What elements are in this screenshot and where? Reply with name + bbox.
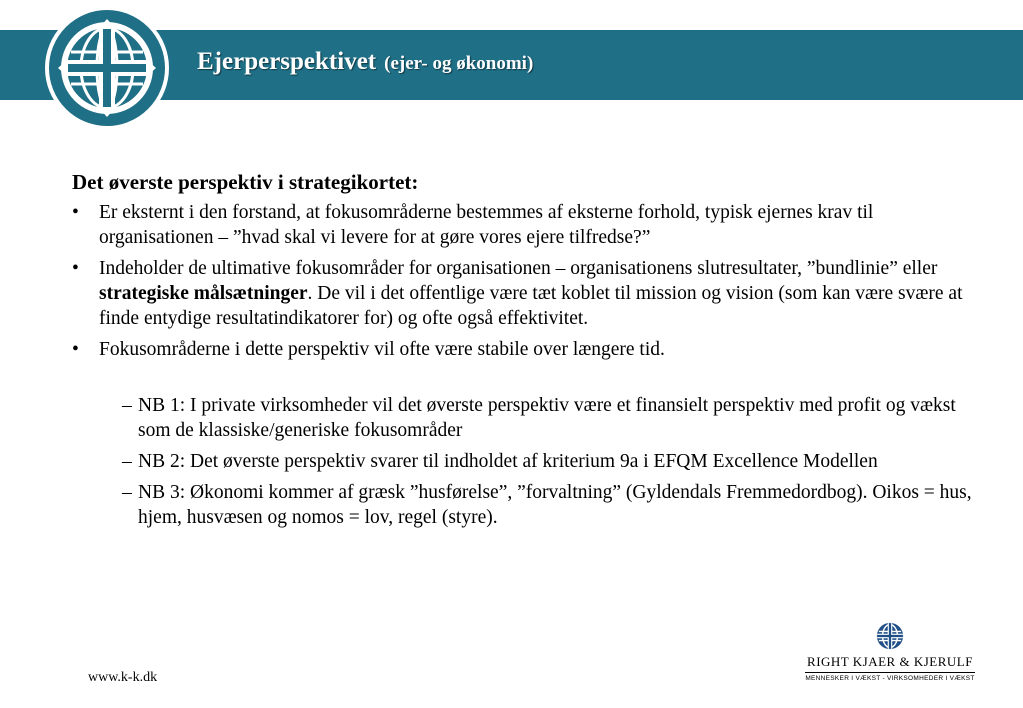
title-main: Ejerperspektivet	[197, 48, 377, 75]
notes-list	[72, 393, 992, 530]
bullet-text: Fokusområderne i dette perspektiv vil ofte være stabile over længere tid.	[99, 339, 665, 360]
bullet-mark: •	[72, 202, 79, 223]
brand-divider	[805, 672, 975, 673]
note-text: NB 2: Det øverste perspektiv svarer til indholdet af kriterium 9a i EFQM Excellence Modellen	[138, 451, 878, 472]
title-subtitle: (ejer- og økonomi)	[384, 53, 534, 74]
company-logo	[45, 6, 169, 130]
bullet-mark: •	[72, 258, 79, 279]
bullet-item	[72, 200, 992, 250]
bullet-mark: •	[72, 339, 79, 360]
dash-mark: –	[122, 451, 132, 472]
note-item	[122, 449, 992, 474]
bullet-item	[72, 337, 992, 362]
slide-title	[197, 48, 533, 76]
dash-mark: –	[122, 395, 132, 416]
bullet-item	[72, 256, 992, 331]
bullet-text-part: . De vil i det offentlige være tæt koblet til mission og vision (som kan være svære at finde entydige resultatindikatorer for) og ofte også effektivitet.	[99, 283, 963, 329]
bullet-text-bold: strategiske målsætninger	[99, 283, 308, 304]
bullet-text: Er eksternt i den forstand, at fokusområderne bestemmes af eksterne forhold, typisk ejernes krav til organisationen – ”hvad skal vi levere for at gøre vores ejere tilfredse?”	[99, 202, 874, 248]
section-heading: Det øverste perspektiv i strategikortet:	[72, 170, 419, 194]
slide-body	[72, 170, 992, 536]
bullet-text	[99, 258, 963, 329]
bullet-text-part: Indeholder de ultimative fokusområder for organisationen – organisationens slutresultater, ”bundlinie” eller	[99, 258, 938, 279]
note-item	[122, 393, 992, 443]
globe-cross-icon	[876, 622, 904, 650]
brand-tagline: MENNESKER I VÆKST - VIRKSOMHEDER I VÆKST	[805, 675, 975, 682]
footer-url[interactable]: www.k-k.dk	[88, 670, 158, 685]
brand-logo	[805, 622, 975, 682]
globe-cross-icon	[58, 19, 156, 117]
note-text: NB 1: I private virksomheder vil det øverste perspektiv være et finansielt perspektiv med profit og vækst som de klassiske/generiske fokusområder	[138, 395, 956, 441]
brand-name: RIGHT KJAER & KJERULF	[807, 654, 973, 669]
dash-mark: –	[122, 482, 132, 503]
note-item	[122, 480, 992, 530]
note-text: NB 3: Økonomi kommer af græsk ”husførelse”, ”forvaltning” (Gyldendals Fremmedordbog). Oikos = hus, hjem, husvæsen og nomos = lov, regel (styre).	[138, 482, 972, 528]
